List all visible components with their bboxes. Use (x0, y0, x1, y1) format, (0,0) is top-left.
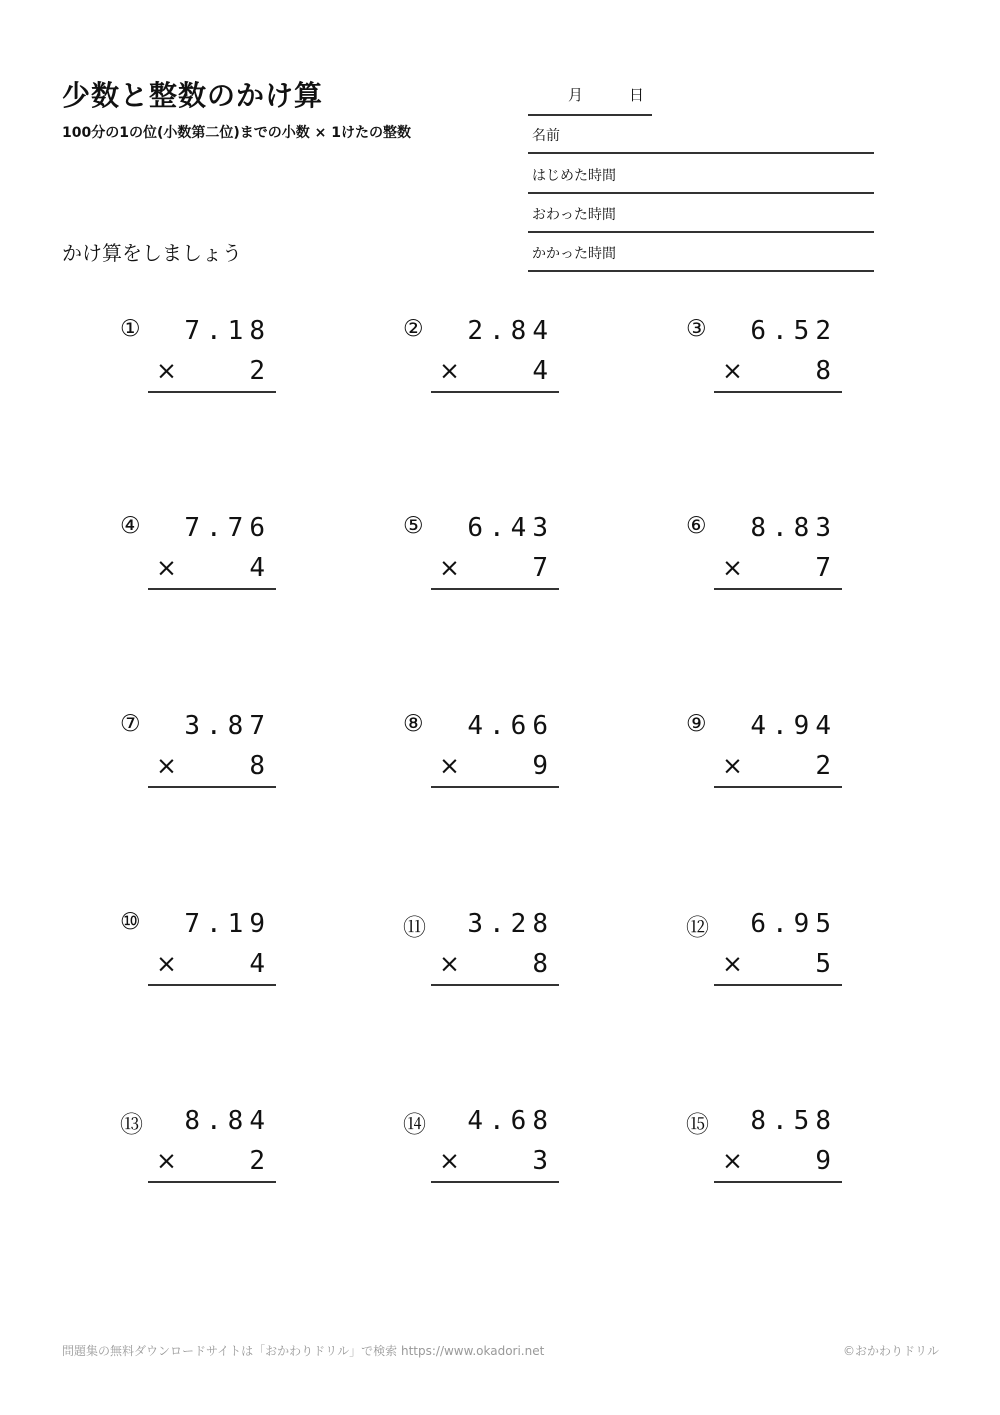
multiplier: 5 (815, 949, 831, 979)
multiplicand: 8.58 (750, 1106, 837, 1136)
problem-4 (120, 513, 320, 613)
answer-line (714, 984, 842, 986)
elapsed-time-field[interactable] (528, 232, 874, 272)
problem-14 (403, 1106, 603, 1206)
problem-number: ② (403, 316, 424, 342)
start-time-field[interactable] (528, 154, 874, 194)
multiplier: 4 (532, 356, 548, 386)
answer-line (431, 786, 559, 788)
problem-number: ④ (120, 513, 141, 539)
page-subtitle: 100分の1の位(小数第二位)までの小数 × 1けたの整数 (62, 125, 411, 141)
multiplier: 8 (532, 949, 548, 979)
multiplicand: 3.87 (184, 711, 271, 741)
multiplicand: 4.94 (750, 711, 837, 741)
multiplicand: 7.18 (184, 316, 271, 346)
multiplicand: 8.83 (750, 513, 837, 543)
multiplier: 8 (249, 751, 265, 781)
times-sign: × (722, 356, 743, 385)
multiplier: 8 (815, 356, 831, 386)
multiplicand: 2.84 (467, 316, 554, 346)
day-label: 日 (629, 86, 645, 104)
answer-line (714, 391, 842, 393)
start-time-label: はじめた時間 (532, 168, 616, 184)
month-label: 月 (568, 86, 584, 104)
problem-number: ③ (686, 316, 707, 342)
times-sign: × (156, 356, 177, 385)
problem-11 (403, 909, 603, 1009)
multiplicand: 4.68 (467, 1106, 554, 1136)
answer-line (148, 786, 276, 788)
name-field[interactable] (528, 114, 874, 154)
times-sign: × (439, 356, 460, 385)
answer-line (148, 984, 276, 986)
problem-6 (686, 513, 886, 613)
answer-line (148, 391, 276, 393)
problem-13 (120, 1106, 320, 1206)
multiplier: 7 (532, 553, 548, 583)
problem-number: ① (120, 316, 141, 342)
problem-number: ⑤ (403, 513, 424, 539)
multiplicand: 7.19 (184, 909, 271, 939)
problem-number: ⑬ (120, 1112, 143, 1138)
answer-line (148, 1181, 276, 1183)
problem-number: ⑩ (120, 909, 141, 935)
problem-12 (686, 909, 886, 1009)
problem-15 (686, 1106, 886, 1206)
problem-number: ⑨ (686, 711, 707, 737)
name-label: 名前 (532, 128, 560, 144)
multiplier: 2 (249, 356, 265, 386)
multiplicand: 4.66 (467, 711, 554, 741)
end-time-label: おわった時間 (532, 207, 616, 223)
problem-5 (403, 513, 603, 613)
answer-line (431, 984, 559, 986)
multiplier: 4 (249, 553, 265, 583)
times-sign: × (722, 751, 743, 780)
elapsed-time-label: かかった時間 (532, 246, 616, 262)
problem-number: ⑭ (403, 1112, 426, 1138)
problem-9 (686, 711, 886, 811)
times-sign: × (156, 1146, 177, 1175)
problem-3 (686, 316, 886, 416)
problem-number: ⑦ (120, 711, 141, 737)
times-sign: × (156, 751, 177, 780)
multiplier: 9 (532, 751, 548, 781)
footer-copyright: ©おかわりドリル (843, 1344, 940, 1358)
date-field[interactable] (528, 82, 652, 116)
answer-line (714, 588, 842, 590)
multiplier: 2 (249, 1146, 265, 1176)
problem-7 (120, 711, 320, 811)
multiplicand: 8.84 (184, 1106, 271, 1136)
problem-number: ⑮ (686, 1112, 709, 1138)
page-title: 少数と整数のかけ算 (62, 79, 324, 112)
multiplier: 9 (815, 1146, 831, 1176)
multiplier: 2 (815, 751, 831, 781)
problem-2 (403, 316, 603, 416)
answer-line (714, 786, 842, 788)
multiplicand: 6.95 (750, 909, 837, 939)
problem-8 (403, 711, 603, 811)
times-sign: × (722, 1146, 743, 1175)
times-sign: × (439, 751, 460, 780)
problem-number: ⑥ (686, 513, 707, 539)
multiplicand: 6.43 (467, 513, 554, 543)
multiplier: 7 (815, 553, 831, 583)
answer-line (431, 588, 559, 590)
end-time-field[interactable] (528, 193, 874, 233)
problem-1 (120, 316, 320, 416)
times-sign: × (156, 949, 177, 978)
footer-site-info: 問題集の無料ダウンロードサイトは「おかわりドリル」で検索 https://www.okadori.net (62, 1344, 545, 1358)
instruction-text: かけ算をしましょう (62, 241, 242, 265)
times-sign: × (722, 949, 743, 978)
times-sign: × (156, 553, 177, 582)
problem-number: ⑫ (686, 915, 709, 941)
problem-10 (120, 909, 320, 1009)
answer-line (148, 588, 276, 590)
multiplier: 3 (532, 1146, 548, 1176)
times-sign: × (439, 949, 460, 978)
times-sign: × (439, 1146, 460, 1175)
answer-line (431, 391, 559, 393)
multiplicand: 6.52 (750, 316, 837, 346)
times-sign: × (722, 553, 743, 582)
problem-number: ⑧ (403, 711, 424, 737)
answer-line (431, 1181, 559, 1183)
multiplier: 4 (249, 949, 265, 979)
multiplicand: 7.76 (184, 513, 271, 543)
multiplicand: 3.28 (467, 909, 554, 939)
answer-line (714, 1181, 842, 1183)
problem-number: ⑪ (403, 915, 426, 941)
times-sign: × (439, 553, 460, 582)
